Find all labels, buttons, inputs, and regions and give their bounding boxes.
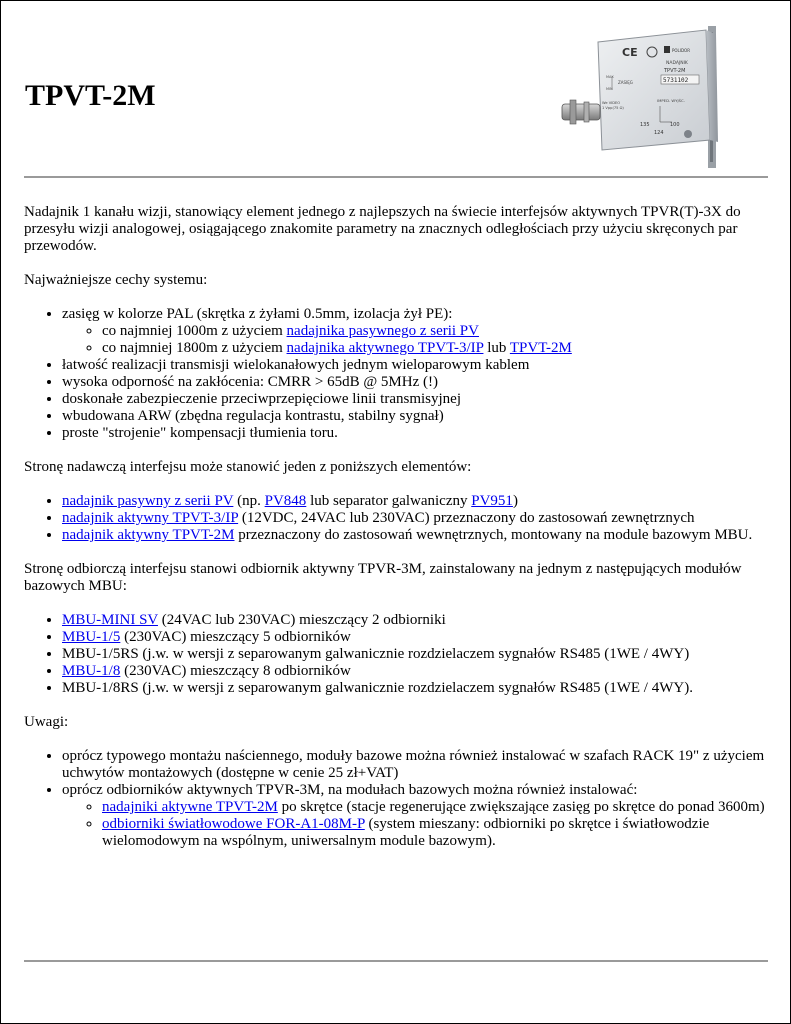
device-name-label: NADAJNIK <box>666 61 688 66</box>
item-text: (230VAC) mieszczący 8 odbiorników <box>120 663 351 679</box>
item-text: co najmniej 1000m z użyciem <box>102 323 287 339</box>
pv951-link[interactable]: PV951 <box>471 493 513 509</box>
imp-135: 135 <box>640 122 650 128</box>
item-text: co najmniej 1800m z użyciem <box>102 340 287 356</box>
tpvt-3-ip-link[interactable]: nadajnika aktywnego TPVT-3/IP <box>286 340 484 356</box>
list-item <box>102 323 774 340</box>
item-text: oprócz odbiorników aktywnych TPVR-3M, na modułach bazowych można również instalować: <box>62 782 638 798</box>
list-item: • proste "strojenie" kompensacji tłumienia toru. <box>62 425 774 442</box>
pv848-link[interactable]: PV848 <box>264 493 307 509</box>
item-text: (system mieszany: odbiorniki po skrętce i światłowodzie wielomodowym na wspólnym, uniwersalnym module bazowym). <box>102 816 710 849</box>
item-text: lub separator galwaniczny <box>306 493 472 509</box>
product-photo <box>560 22 765 170</box>
list-item <box>102 340 774 357</box>
impedance-label: IMPED. WYJŚC. <box>657 98 685 103</box>
list-item <box>102 799 774 816</box>
tpvt-2m-regenerator-link[interactable]: nadajniki aktywne TPVT-2M <box>102 799 278 815</box>
for-a1-08m-p-link[interactable]: odbiorniki światłowodowe FOR-A1-08M-P <box>102 816 365 832</box>
list-item <box>62 510 774 527</box>
mbu-1-8-link[interactable]: MBU-1/8 <box>62 663 121 679</box>
receive-heading: Stronę odbiorczą interfejsu stanowi odbiornik aktywny TPVR-3M, zainstalowany na jednym z następujących modułów bazowych MBU: <box>24 561 742 594</box>
list-item <box>62 629 774 646</box>
item-text: (12VDC, 24VAC lub 230VAC) przeznaczony do zastosowań zewnętrznych <box>238 510 695 526</box>
video-in-label: We VIDEO <box>602 101 621 105</box>
list-item: • łatwość realizacji transmisji wielokanałowych jednym wieloparowym kablem <box>62 357 774 374</box>
range-text: zasięg w kolorze PAL (skrętka z żyłami 0.5mm, izolacja żył PE): <box>62 306 453 322</box>
list-item <box>62 527 774 544</box>
model-label: TPVT-2M <box>664 68 686 74</box>
brand-label: POLIDOR <box>672 48 690 53</box>
range-sublist <box>62 323 774 357</box>
list-item: • MBU-1/8RS (j.w. w wersji z separowanym galwanicznie rozdzielaczem sygnałów RS485 (1WE / 4WY). <box>62 680 774 697</box>
pv-series-link[interactable]: nadajnik pasywny z serii PV <box>62 493 234 509</box>
list-item: • doskonałe zabezpieczenie przeciwprzepięciowe linii transmisyjnej <box>62 391 774 408</box>
notes-heading: Uwagi: <box>24 714 69 730</box>
mbu-mini-sv-link[interactable]: MBU-MINI SV <box>62 612 158 628</box>
item-text: ) <box>512 493 518 509</box>
features-list <box>24 306 774 442</box>
receive-list <box>24 612 774 697</box>
vin-label: 1 Vpp(75 Ω) <box>602 106 624 110</box>
product-code: 5731102 <box>663 77 689 84</box>
list-item: • MBU-1/5RS (j.w. w wersji z separowanym galwanicznie rozdzielaczem sygnałów RS485 (1WE / 4WY) <box>62 646 774 663</box>
transmit-list <box>24 493 774 544</box>
item-text: przeznaczony do zastosowań wewnętrznych, montowany na module bazowym MBU. <box>234 527 753 543</box>
item-text: (np. <box>233 493 265 509</box>
item-text: (230VAC) mieszczący 5 odbiorników <box>120 629 351 645</box>
item-text: (24VAC lub 230VAC) mieszczący 2 odbiorniki <box>157 612 446 628</box>
bottom-divider <box>24 960 768 962</box>
intro-paragraph: Nadajnik 1 kanału wizji, stanowiący element jednego z najlepszych na świecie interfejsów aktywnych TPVR(T)-3X do przesyłu wizji analogowej, osiągającego znakomite parametry na znacznych odległościach przy użyciu skręconych par przewodów. <box>24 204 741 254</box>
notes-list <box>24 748 774 850</box>
pv-passive-link[interactable]: nadajnika pasywnego z serii PV <box>286 323 479 339</box>
imp-100: 100 <box>670 122 680 128</box>
item-text: lub <box>483 340 510 356</box>
range-label: ZASIĘG <box>618 80 633 85</box>
mbu-1-5-link[interactable]: MBU-1/5 <box>62 629 121 645</box>
top-divider <box>24 176 768 178</box>
min-label: MIN <box>606 87 613 91</box>
list-item: • wbudowana ARW (zbędna regulacja kontrastu, stabilny sygnał) <box>62 408 774 425</box>
list-item <box>62 306 774 357</box>
item-text: po skrętce (stacje regenerujące zwiększające zasięg po skrętce do ponad 3600m) <box>277 799 765 815</box>
list-item: • oprócz typowego montażu naściennego, moduły bazowe można również instalować w szafach RACK 19" z użyciem uchwytów montażowych (dostępne w cenie 25 zł+VAT) <box>62 748 774 782</box>
tpvt-2m-link[interactable]: TPVT-2M <box>509 340 572 356</box>
notes-sublist <box>62 799 774 850</box>
page-title: TPVT-2M <box>25 79 156 112</box>
tpvt-2m-transmitter-link[interactable]: nadajnik aktywny TPVT-2M <box>62 527 235 543</box>
imp-124: 124 <box>654 130 664 136</box>
ce-mark: CE <box>622 46 638 59</box>
max-label: MAX <box>606 75 614 79</box>
features-heading: Najważniejsze cechy systemu: <box>24 272 208 288</box>
list-item <box>62 663 774 680</box>
list-item <box>102 816 774 850</box>
list-item: • wysoka odporność na zakłócenia: CMRR > 65dB @ 5MHz (!) <box>62 374 774 391</box>
tpvt-3-ip-transmitter-link[interactable]: nadajnik aktywny TPVT-3/IP <box>62 510 239 526</box>
main-content <box>24 204 774 867</box>
list-item <box>62 493 774 510</box>
list-item <box>62 782 774 850</box>
transmit-heading: Stronę nadawczą interfejsu może stanowić jeden z poniższych elementów: <box>24 459 472 475</box>
list-item <box>62 612 774 629</box>
